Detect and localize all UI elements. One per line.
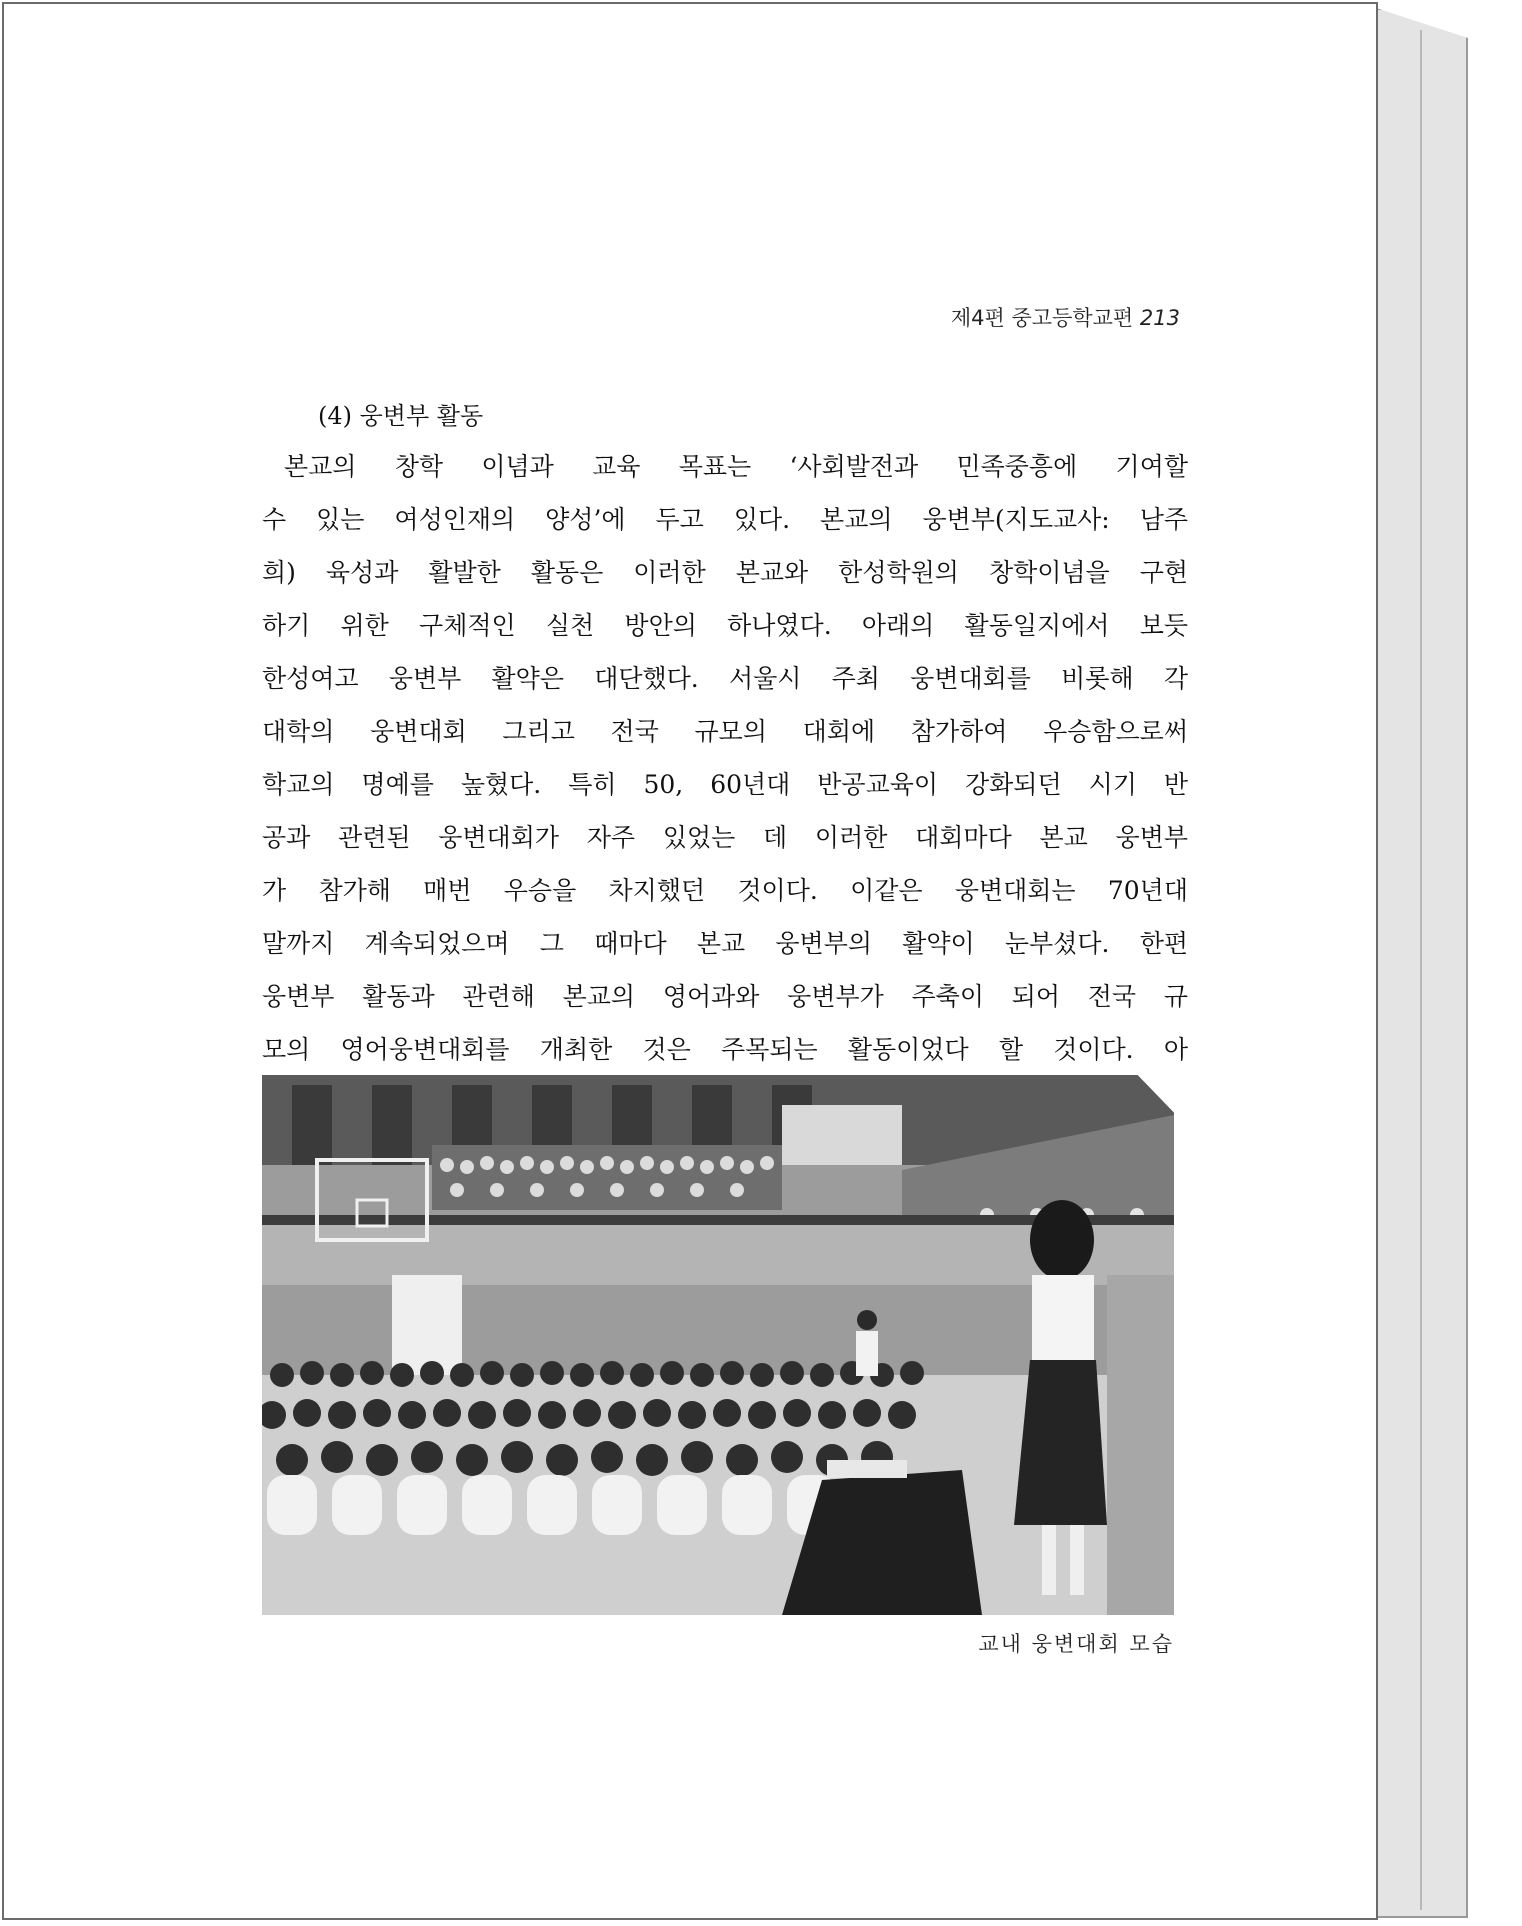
paragraph-line: 한성여고 웅변부 활약은 대단했다. 서울시 주최 웅변대회를 비롯해 각 xyxy=(262,664,1188,693)
paragraph-line: 본교의 창학 이념과 교육 목표는 ‘사회발전과 민족중흥에 기여할 xyxy=(284,452,1188,481)
body-paragraph xyxy=(262,440,1188,1129)
paragraph-line: 수 있는 여성인재의 양성’에 두고 있다. 본교의 웅변부(지도교사: 남주 xyxy=(262,505,1188,534)
page-stack-edge xyxy=(1376,8,1468,1918)
paragraph-line: 웅변부 활동과 관련해 본교의 영어과와 웅변부가 주축이 되어 전국 규 xyxy=(262,982,1188,1011)
paragraph-line: 말까지 계속되었으며 그 때마다 본교 웅변부의 활약이 눈부셨다. 한편 xyxy=(262,929,1188,958)
running-head-section: 제4편 중고등학교편 xyxy=(950,306,1134,330)
paragraph-line: 모의 영어웅변대회를 개최한 것은 주목되는 활동이었다 할 것이다. 아 xyxy=(262,1035,1188,1064)
page-number: 213 xyxy=(1139,306,1180,330)
page-stack-line xyxy=(1420,30,1422,1910)
running-head xyxy=(900,302,1180,332)
paragraph-line: 가 참가해 매번 우승을 차지했던 것이다. 이같은 웅변대회는 70년대 xyxy=(262,876,1188,905)
section-title: (4) 웅변부 활동 xyxy=(318,402,484,430)
photo-caption: 교내 웅변대회 모습 xyxy=(978,1632,1174,1656)
paragraph-line: 하기 위한 구체적인 실천 방안의 하나였다. 아래의 활동일지에서 보듯 xyxy=(262,611,1188,640)
paragraph-line: 희) 육성과 활발한 활동은 이러한 본교와 한성학원의 창학이념을 구현 xyxy=(262,558,1188,587)
photo-illustration xyxy=(262,1075,1174,1615)
speech-contest-photo xyxy=(262,1075,1174,1615)
paragraph-line: 대학의 웅변대회 그리고 전국 규모의 대회에 참가하여 우승함으로써 xyxy=(262,717,1188,746)
paragraph-line: 학교의 명예를 높혔다. 특히 50, 60년대 반공교육이 강화되던 시기 반 xyxy=(262,770,1188,799)
paragraph-line: 공과 관련된 웅변대회가 자주 있었는 데 이러한 대회마다 본교 웅변부 xyxy=(262,823,1188,852)
